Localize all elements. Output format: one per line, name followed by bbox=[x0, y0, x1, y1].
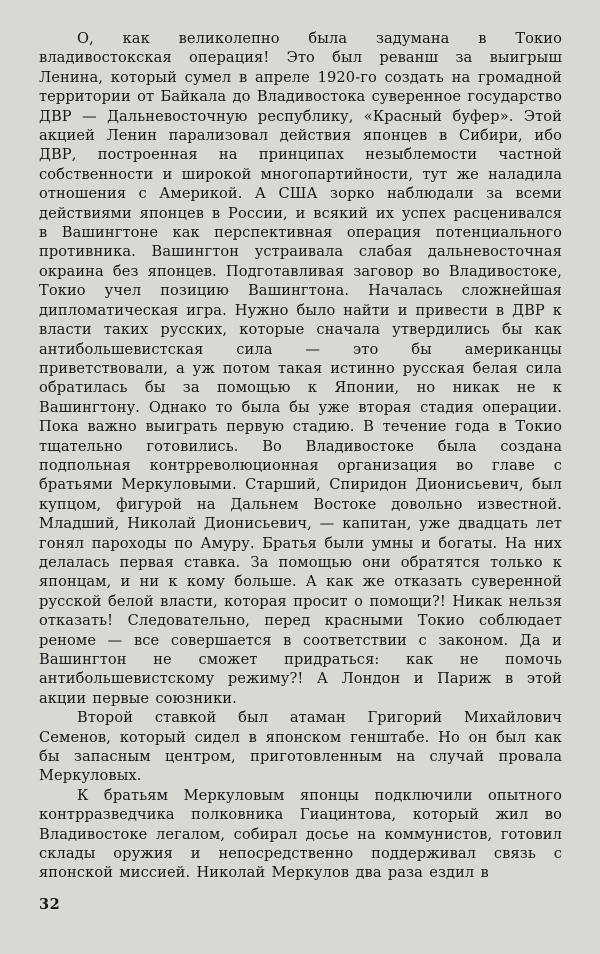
paragraph: О, как великолепно была задумана в Токио владивостокская операция! Это был реванш за выигрыш Ленина, который сумел в апреле 1920-го создать на громадной территории от Байкала до Владивостока суверенное государство ДВР — Дальневосточную республику, «Красный буфер». Этой акцией Ленин парализовал действия японцев в Сибири, ибо ДВР, построенная на принципах незыблемости частной собственности и широкой многопартийности, тут же наладила отношения с Америкой. А США зорко наблюдали за всеми действиями японцев в России, и всякий их успех расценивался в Вашингтоне как перспективная операция потенциального противника. Вашингтон устраивала слабая дальневосточная окраина без японцев. Подготавливая заговор во Владивостоке, Токио учел позицию Вашингтона. Началась сложнейшая дипломатическая игра. Нужно было найти и привести в ДВР к власти таких русских, которые сначала утвердились бы как антибольшевистская сила — это бы американцы приветствовали, а уж потом такая истинно русская белая сила обратилась бы за помощью к Японии, но никак не к Вашингтону. Однако то была бы уже вторая стадия операции. Пока важно выиграть первую стадию. В течение года в Токио тщательно готовились. Во Владивостоке была создана подпольная контрреволюционная организация во главе с братьями Меркуловыми. Старший, Спиридон Дионисьевич, был купцом, фигурой на Дальнем Востоке довольно известной. Младший, Николай Дионисьевич, — капитан, уже двадцать лет гонял пароходы по Амуру. Братья были умны и богаты. На них делалась первая ставка. За помощью они обратятся только к японцам, и ни к кому больше. А как же отказать суверенной русской белой власти, которая просит о помощи?! Никак нельзя отказать! Следовательно, перед красными Токио соблюдает реноме — все совершается в соответствии с законом. Да и Вашингтон не сможет придраться: как не помочь антибольшевистскому режиму?! А Лондон и Париж в этой акции первые союзники. bbox=[39, 30, 562, 707]
paragraph: Второй ставкой был атаман Григорий Михайлович Семенов, который сидел в японском генштабе. Но он был как бы запасным центром, приготовленным на случай провала Меркуловых. bbox=[39, 709, 562, 785]
page-number: 32 bbox=[39, 896, 61, 913]
paragraph: К братьям Меркуловым японцы подключили опытного контрразведчика полковника Гиацинтова, который жил во Владивостоке легалом, собирал досье на коммунистов, готовил склады оружия и непосредственно поддерживал связь с японской миссией. Николай Меркулов два раза ездил в bbox=[39, 786, 562, 882]
page-text bbox=[39, 29, 562, 883]
